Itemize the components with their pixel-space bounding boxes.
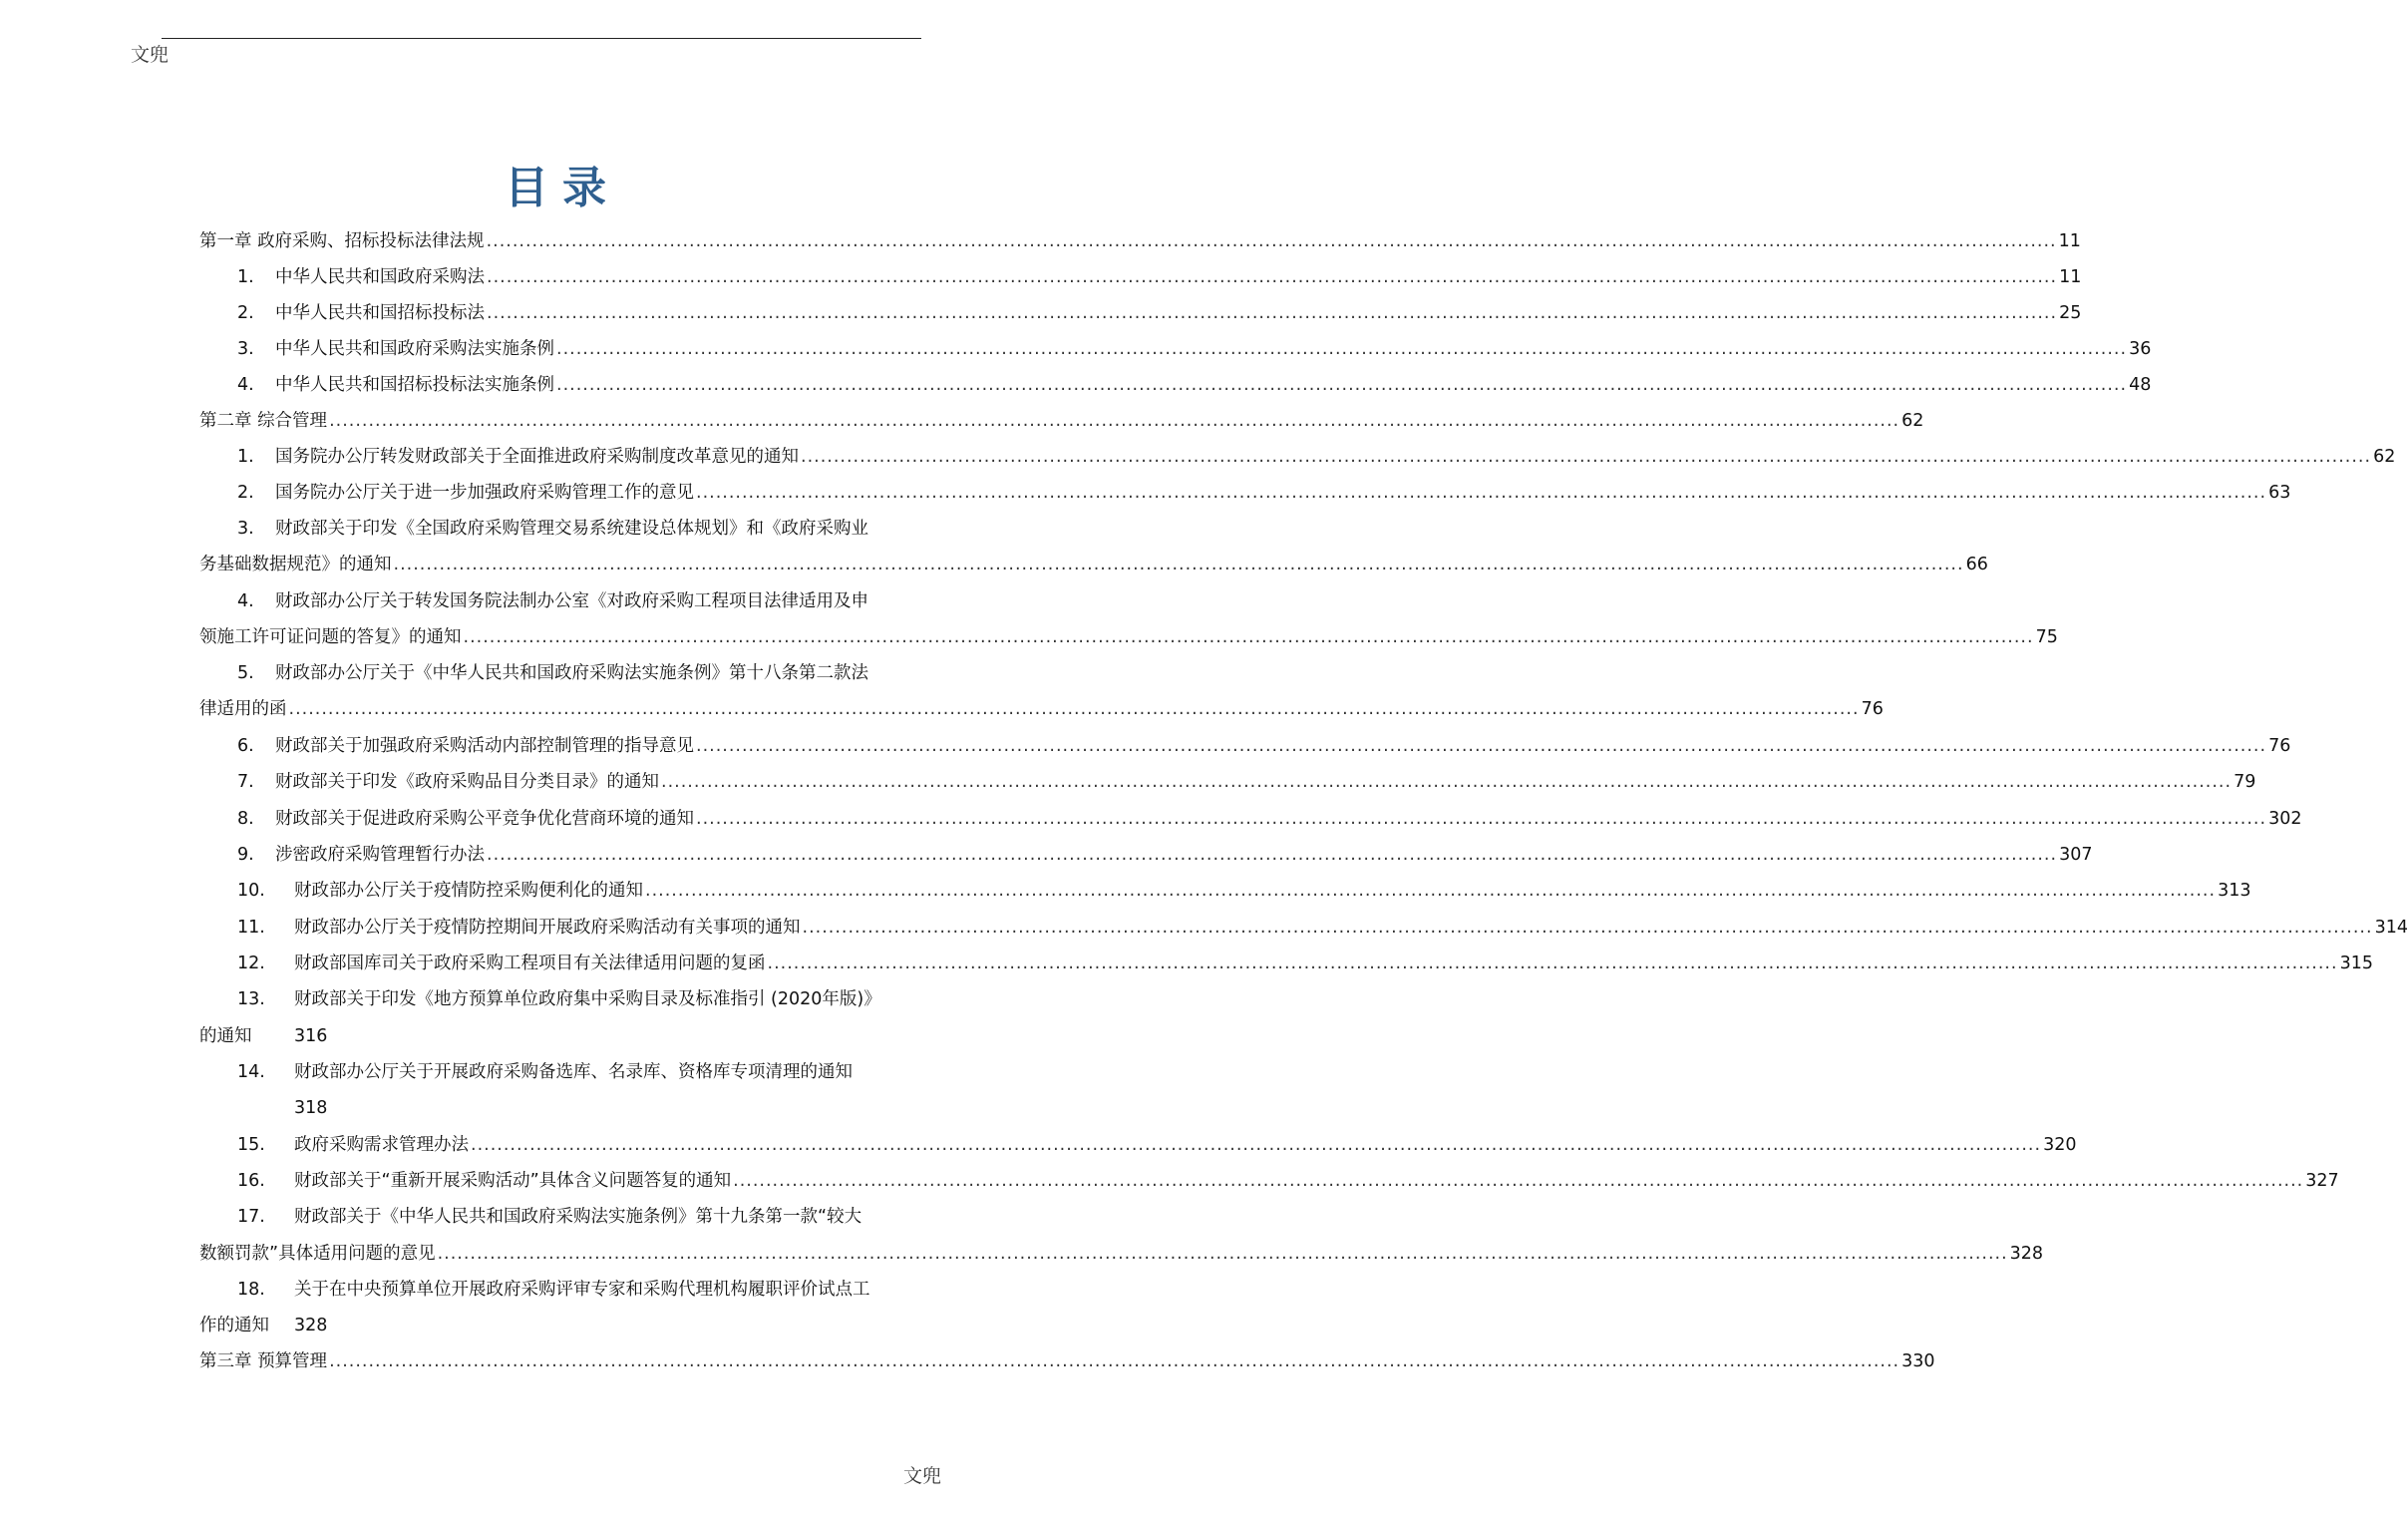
toc-page-number: 25: [2059, 303, 2082, 323]
toc-entry[interactable]: [199, 1200, 921, 1230]
toc-leader-dots: ................................................................................................................................................................................................................................................: [471, 1135, 2042, 1155]
toc-entry-text: 财政部关于促进政府采购公平竞争优化营商环境的通知: [275, 809, 694, 829]
toc-leader-dots: ................................................................................................................................................................................................................................................: [556, 375, 2128, 395]
toc-entry[interactable]: [199, 1273, 921, 1303]
toc-chapter-1[interactable]: [199, 224, 2081, 254]
toc-entry[interactable]: [199, 332, 2152, 362]
toc-leader-dots: ................................................................................................................................................................................................................................................: [767, 953, 2338, 973]
toc-entry-number: 18.: [237, 1280, 265, 1300]
toc-page-number: 36: [2129, 339, 2152, 359]
toc-entry[interactable]: [199, 260, 2082, 290]
toc-entry[interactable]: [199, 1128, 2077, 1158]
toc-leader-dots: ................................................................................................................................................................................................................................................: [801, 447, 2372, 467]
toc-entry-text: 的通知: [199, 1026, 252, 1046]
toc-chapter-3[interactable]: [199, 1344, 1935, 1374]
toc-entry-text: 财政部关于印发《地方预算单位政府集中采购目录及标准指引 (2020年版)》: [294, 989, 881, 1009]
toc-leader-dots: ................................................................................................................................................................................................................................................: [802, 918, 2373, 938]
toc-chapter-2[interactable]: [199, 404, 1924, 434]
toc-entry[interactable]: [199, 1055, 921, 1085]
toc-entry-number: 1.: [237, 267, 254, 287]
toc-entry-text: 财政部关于加强政府采购活动内部控制管理的指导意见: [275, 736, 694, 756]
toc-entry-text: 政府采购需求管理办法: [294, 1135, 469, 1155]
toc-entry-text: 财政部国库司关于政府采购工程项目有关法律适用问题的复函: [294, 953, 766, 973]
toc-leader-dots: ................................................................................................................................................................................................................................................: [487, 845, 2058, 865]
toc-page-number: 11: [2059, 267, 2082, 287]
toc-entry-text: 数额罚款”具体适用问题的意见: [199, 1244, 436, 1264]
toc-leader-dots: ................................................................................................................................................................................................................................................: [329, 1351, 1900, 1371]
toc-entry-text: 财政部关于印发《政府采购品目分类目录》的通知: [275, 772, 659, 792]
toc-entry-continuation[interactable]: [199, 1237, 2044, 1267]
toc-entry-text: 财政部办公厅关于开展政府采购备选库、名录库、资格库专项清理的通知: [294, 1062, 853, 1082]
toc-page-number: 327: [2305, 1171, 2339, 1191]
toc-entry[interactable]: [199, 584, 921, 614]
toc-entry-number: 13.: [237, 989, 265, 1009]
toc-leader-dots: ................................................................................................................................................................................................................................................: [463, 627, 2034, 647]
toc-entry-number: 6.: [237, 736, 254, 756]
toc-page-number: 76: [2268, 736, 2291, 756]
toc-leader-dots: ................................................................................................................................................................................................................................................: [645, 881, 2217, 901]
toc-page-number: 315: [2339, 953, 2373, 973]
toc-entry-number: 10.: [237, 881, 265, 901]
toc-leader-dots: ................................................................................................................................................................................................................................................: [733, 1171, 2304, 1191]
toc-leader-dots: ................................................................................................................................................................................................................................................: [288, 699, 1860, 719]
toc-leader-dots: ................................................................................................................................................................................................................................................: [393, 555, 1964, 574]
toc-page-number: 302: [2268, 809, 2302, 829]
toc-entry-text: 财政部关于印发《全国政府采购管理交易系统建设总体规划》和《政府采购业: [275, 519, 868, 539]
header-watermark: 文兜: [131, 44, 170, 66]
toc-entry-number: 12.: [237, 953, 265, 973]
toc-entry-text: 财政部关于《中华人民共和国政府采购法实施条例》第十九条第一款“较大: [294, 1207, 862, 1227]
toc-page-number: 62: [1901, 411, 1924, 431]
toc-entry[interactable]: [199, 802, 2302, 832]
toc-entry[interactable]: [199, 982, 921, 1012]
toc-entry[interactable]: [199, 476, 2291, 506]
toc-leader-dots: ................................................................................................................................................................................................................................................: [486, 231, 2057, 251]
toc-entry-text: 中华人民共和国政府采购法: [275, 267, 485, 287]
toc-entry-text: 关于在中央预算单位开展政府采购评审专家和采购代理机构履职评价试点工: [294, 1280, 870, 1300]
toc-page-number: 330: [1901, 1351, 1935, 1371]
toc-entry-continuation[interactable]: [199, 1309, 921, 1338]
header-rule: [162, 38, 921, 39]
toc-entry-number: 14.: [237, 1062, 265, 1082]
toc-entry[interactable]: [199, 911, 2408, 941]
toc-title: 目录: [505, 163, 620, 213]
toc-leader-dots: ................................................................................................................................................................................................................................................: [661, 772, 2233, 792]
toc-entry[interactable]: [199, 656, 921, 686]
toc-entry-number: 5.: [237, 663, 254, 683]
toc-page-number: 75: [2035, 627, 2058, 647]
toc-leader-dots: ................................................................................................................................................................................................................................................: [696, 483, 2267, 503]
toc-entry-number: 1.: [237, 447, 254, 467]
toc-entry-text: 中华人民共和国招标投标法: [275, 303, 485, 323]
toc-page-number: 328: [294, 1316, 328, 1335]
toc-page-number: 316: [294, 1026, 328, 1046]
toc-entry-text: 国务院办公厅转发财政部关于全面推进政府采购制度改革意见的通知: [275, 447, 799, 467]
toc-entry[interactable]: [199, 838, 2093, 868]
toc-entry[interactable]: [199, 874, 2251, 904]
toc-leader-dots: ................................................................................................................................................................................................................................................: [437, 1244, 2008, 1264]
toc-leader-dots: ................................................................................................................................................................................................................................................: [329, 411, 1900, 431]
toc-entry[interactable]: [199, 440, 2396, 470]
toc-leader-dots: ................................................................................................................................................................................................................................................: [487, 303, 2058, 323]
toc-entry[interactable]: [199, 729, 2291, 759]
toc-entry-continuation[interactable]: [199, 620, 2058, 650]
toc-entry-number: 7.: [237, 772, 254, 792]
toc-entry-text: 中华人民共和国招标投标法实施条例: [275, 375, 554, 395]
toc-entry-text: 律适用的函: [199, 699, 287, 719]
toc-entry-number: 9.: [237, 845, 254, 865]
toc-entry-text: 领施工许可证问题的答复》的通知: [199, 627, 462, 647]
toc-page-number: 320: [2043, 1135, 2077, 1155]
toc-entry-continuation[interactable]: [199, 1019, 921, 1049]
toc-page-number: 48: [2129, 375, 2152, 395]
toc-page-number: 318: [294, 1098, 328, 1118]
toc-entry-text: 作的通知: [199, 1316, 269, 1335]
toc-entry-number: 8.: [237, 809, 254, 829]
toc-entry-number: 2.: [237, 303, 254, 323]
toc-entry[interactable]: [199, 947, 2373, 976]
toc-entry-number: 4.: [237, 375, 254, 395]
toc-entry-text: 涉密政府采购管理暂行办法: [275, 845, 485, 865]
toc-entry-text: 第三章 预算管理: [199, 1351, 328, 1371]
toc-page-number: 11: [2058, 231, 2081, 251]
toc-page-number: 314: [2374, 918, 2408, 938]
toc-entry-text: 财政部关于“重新开展采购活动”具体含义问题答复的通知: [294, 1171, 732, 1191]
toc-entry-text: 第一章 政府采购、招标投标法律法规: [199, 231, 485, 251]
toc-leader-dots: ................................................................................................................................................................................................................................................: [696, 736, 2267, 756]
toc-entry-number: 11.: [237, 918, 265, 938]
toc-leader-dots: ................................................................................................................................................................................................................................................: [556, 339, 2128, 359]
toc-page-number: 313: [2218, 881, 2251, 901]
toc-page-number: 62: [2373, 447, 2396, 467]
toc-entry-continuation[interactable]: [199, 1091, 921, 1121]
toc-entry-continuation[interactable]: [199, 692, 1884, 722]
toc-leader-dots: ................................................................................................................................................................................................................................................: [487, 267, 2058, 287]
toc-page-number: 66: [1965, 555, 1988, 574]
toc-entry-text: 财政部办公厅关于《中华人民共和国政府采购法实施条例》第十八条第二款法: [275, 663, 868, 683]
toc-entry[interactable]: [199, 512, 921, 542]
toc-entry-text: 国务院办公厅关于进一步加强政府采购管理工作的意见: [275, 483, 694, 503]
footer-watermark: 文兜: [903, 1465, 942, 1487]
toc-entry[interactable]: [199, 296, 2082, 326]
toc-entry[interactable]: [199, 765, 2256, 795]
toc-entry-number: 3.: [237, 339, 254, 359]
toc-entry-number: 3.: [237, 519, 254, 539]
toc-entry-continuation[interactable]: [199, 548, 1988, 577]
toc-entry-text: 第二章 综合管理: [199, 411, 328, 431]
toc-leader-dots: ................................................................................................................................................................................................................................................: [696, 809, 2267, 829]
toc-page-number: 76: [1861, 699, 1884, 719]
toc-entry[interactable]: [199, 1164, 2339, 1194]
toc-page-number: 63: [2268, 483, 2291, 503]
toc-entry-text: 财政部办公厅关于疫情防控期间开展政府采购活动有关事项的通知: [294, 918, 801, 938]
toc-entry-text: 财政部办公厅关于疫情防控采购便利化的通知: [294, 881, 643, 901]
toc-entry-number: 17.: [237, 1207, 265, 1227]
toc-entry-number: 16.: [237, 1171, 265, 1191]
toc-entry-text: 财政部办公厅关于转发国务院法制办公室《对政府采购工程项目法律适用及申: [275, 591, 868, 611]
toc-entry-text: 中华人民共和国政府采购法实施条例: [275, 339, 554, 359]
toc-page-number: 328: [2009, 1244, 2044, 1264]
toc-page-number: 79: [2234, 772, 2256, 792]
toc-entry[interactable]: [199, 368, 2152, 398]
toc-entry-number: 4.: [237, 591, 254, 611]
toc-page-number: 307: [2059, 845, 2093, 865]
toc-entry-number: 15.: [237, 1135, 265, 1155]
toc-entry-text: 务基础数据规范》的通知: [199, 555, 392, 574]
toc-entry-number: 2.: [237, 483, 254, 503]
